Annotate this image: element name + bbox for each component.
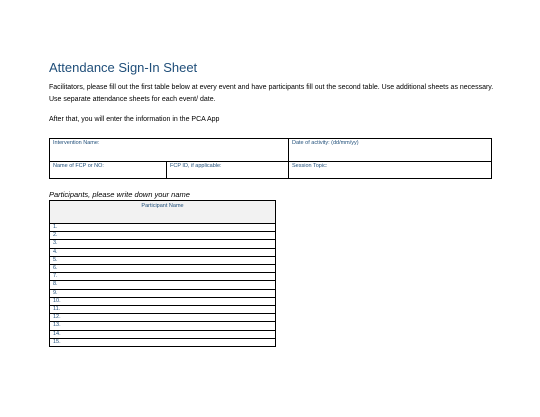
facilitator-row (50, 162, 492, 179)
after-note: After that, you will enter the information in the PCA App (49, 116, 220, 123)
table-row (50, 289, 276, 297)
participant-row-cell[interactable]: 7. (50, 273, 276, 281)
table-row (50, 240, 276, 248)
table-row (50, 232, 276, 240)
participant-row-cell[interactable]: 9. (50, 289, 276, 297)
participant-row-cell[interactable]: 14. (50, 330, 276, 338)
participant-table (49, 200, 276, 347)
participant-row-cell[interactable]: 2. (50, 232, 276, 240)
participant-header-row (50, 201, 276, 224)
date-of-activity-cell[interactable]: Date of activity: (dd/mm/yy) (289, 139, 492, 162)
page-title: Attendance Sign-In Sheet (49, 60, 198, 75)
facilitator-row (50, 139, 492, 162)
table-row (50, 256, 276, 264)
participant-row-cell[interactable]: 11. (50, 306, 276, 314)
table-row (50, 297, 276, 305)
table-row (50, 322, 276, 330)
intro-paragraph: Facilitators, please fill out the first table below at every event and have participants fill out the second table. Use additional sheets as necessary. Use separate attendance sheets for each event/ date. (49, 84, 494, 103)
participant-row-cell[interactable]: 8. (50, 281, 276, 289)
participant-rows (50, 224, 276, 347)
table-row (50, 224, 276, 232)
participant-row-cell[interactable]: 5. (50, 256, 276, 264)
table-row (50, 273, 276, 281)
table-row (50, 338, 276, 346)
participant-row-cell[interactable]: 13. (50, 322, 276, 330)
participant-row-cell[interactable]: 6. (50, 265, 276, 273)
participant-row-cell[interactable]: 4. (50, 248, 276, 256)
participant-row-cell[interactable]: 1. (50, 224, 276, 232)
table-row (50, 330, 276, 338)
fcp-name-cell[interactable]: Name of FCP or NO: (50, 162, 167, 179)
participant-row-cell[interactable]: 3. (50, 240, 276, 248)
fcp-id-cell[interactable]: FCP ID, if applicable: (167, 162, 289, 179)
participant-row-cell[interactable]: 10. (50, 297, 276, 305)
participants-caption: Participants, please write down your name (49, 190, 190, 199)
table-row (50, 314, 276, 322)
participant-name-header: Participant Name (50, 201, 276, 224)
table-row (50, 306, 276, 314)
participant-row-cell[interactable]: 15. (50, 338, 276, 346)
table-row (50, 265, 276, 273)
facilitator-table (49, 138, 492, 179)
intervention-name-cell[interactable]: Intervention Name: (50, 139, 289, 162)
table-row (50, 248, 276, 256)
session-topic-cell[interactable]: Session Topic: (289, 162, 492, 179)
table-row (50, 281, 276, 289)
participant-row-cell[interactable]: 12. (50, 314, 276, 322)
